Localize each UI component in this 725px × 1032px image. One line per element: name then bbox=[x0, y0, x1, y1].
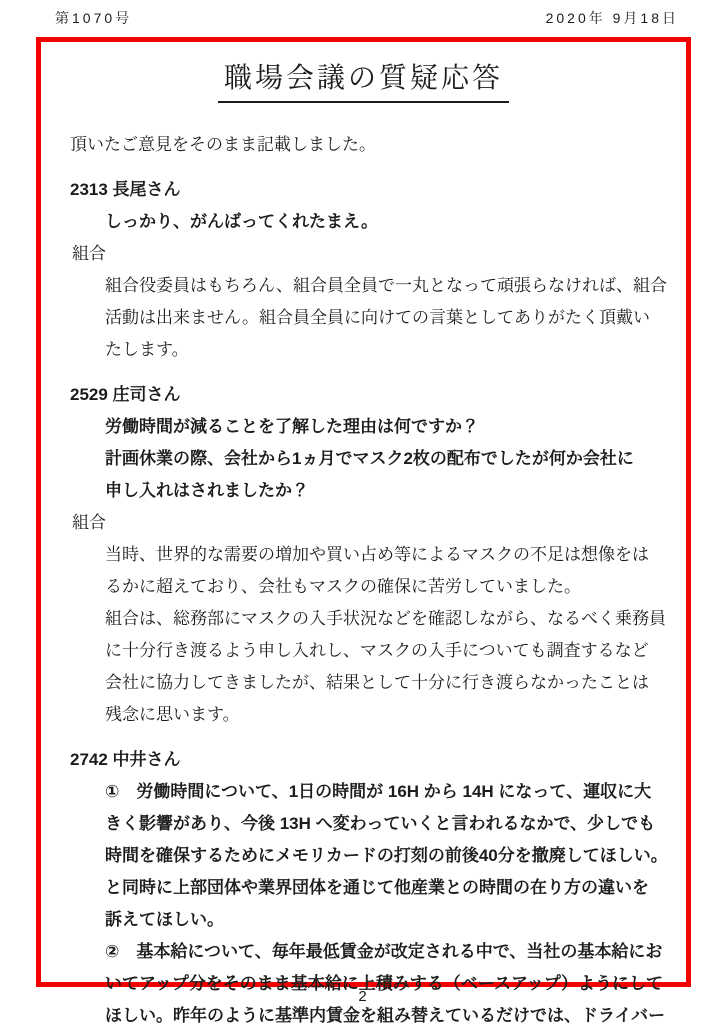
answer-line: 組合は、総務部にマスクの入手状況などを確認しながら、なるべく乗務員 bbox=[105, 609, 666, 628]
responder-label: 組合 bbox=[72, 513, 106, 532]
header-date: 2020年 9月18日 bbox=[545, 10, 679, 26]
document-frame bbox=[36, 37, 691, 1025]
issue-number: 第1070号 bbox=[55, 10, 133, 26]
answer-line: 活動は出来ません。組合員全員に向けての言葉としてありがたく頂戴い bbox=[105, 308, 651, 327]
question-line: きく影響があり、今後 13H へ変わっていくと言われるなかで、少しでも bbox=[105, 814, 656, 833]
answer-line: 残念に思います。 bbox=[105, 705, 240, 724]
intro-text: 頂いたご意見をそのまま記載しました。 bbox=[70, 135, 376, 154]
title-row bbox=[41, 56, 686, 103]
question-line: 時間を確保するためにメモリカードの打刻の前後40分を撤廃してほしい。 bbox=[105, 846, 668, 865]
question-line: いてアップ分をそのまま基本給に上積みする（ベースアップ）ようにして bbox=[105, 974, 663, 993]
member-name: 2529 庄司さん bbox=[70, 385, 181, 404]
member-name: 2742 中井さん bbox=[70, 750, 181, 769]
question-line: 申し入れはされましたか？ bbox=[105, 481, 309, 500]
question-line: ほしい。昨年のように基準内賃金を組み替えているだけでは、ドライバー bbox=[105, 1006, 666, 1025]
answer-line: 組合役委員はもちろん、組合員全員で一丸となって頑張らなければ、組合 bbox=[105, 276, 668, 295]
answer-line: 当時、世界的な需要の増加や買い占め等によるマスクの不足は想像をは bbox=[105, 545, 649, 564]
document-content bbox=[41, 129, 686, 1032]
page-number: 2 bbox=[358, 988, 367, 1005]
question-line: 計画休業の際、会社から1ヵ月でマスク2枚の配布でしたが何か会社に bbox=[105, 449, 634, 468]
qa-section bbox=[70, 379, 678, 731]
answer-line: 会社に協力してきましたが、結果として十分に行き渡らなかったことは bbox=[105, 673, 649, 692]
page-title: 職場会議の質疑応答 bbox=[218, 56, 509, 103]
responder-label: 組合 bbox=[72, 244, 106, 263]
question-line: 労働時間が減ることを了解した理由は何ですか？ bbox=[105, 417, 479, 436]
question-line: ② 基本給について、毎年最低賃金が改定される中で、当社の基本給にお bbox=[105, 942, 663, 961]
question-line: ① 労働時間について、1日の時間が 16H から 14H になって、運収に大 bbox=[105, 782, 652, 801]
qa-section bbox=[70, 174, 678, 366]
question-line: と同時に上部団体や業界団体を通じて他産業との時間の在り方の違いを bbox=[105, 878, 649, 897]
question-line: 訴えてほしい。 bbox=[105, 910, 224, 929]
question-line: しっかり、がんばってくれたまえ。 bbox=[105, 212, 379, 231]
answer-line: るかに超えており、会社もマスクの確保に苦労していました。 bbox=[105, 577, 581, 596]
answer-line: たします。 bbox=[105, 340, 189, 359]
member-name: 2313 長尾さん bbox=[70, 180, 181, 199]
answer-line: に十分行き渡るよう申し入れし、マスクの入手についても調査するなど bbox=[105, 641, 649, 660]
